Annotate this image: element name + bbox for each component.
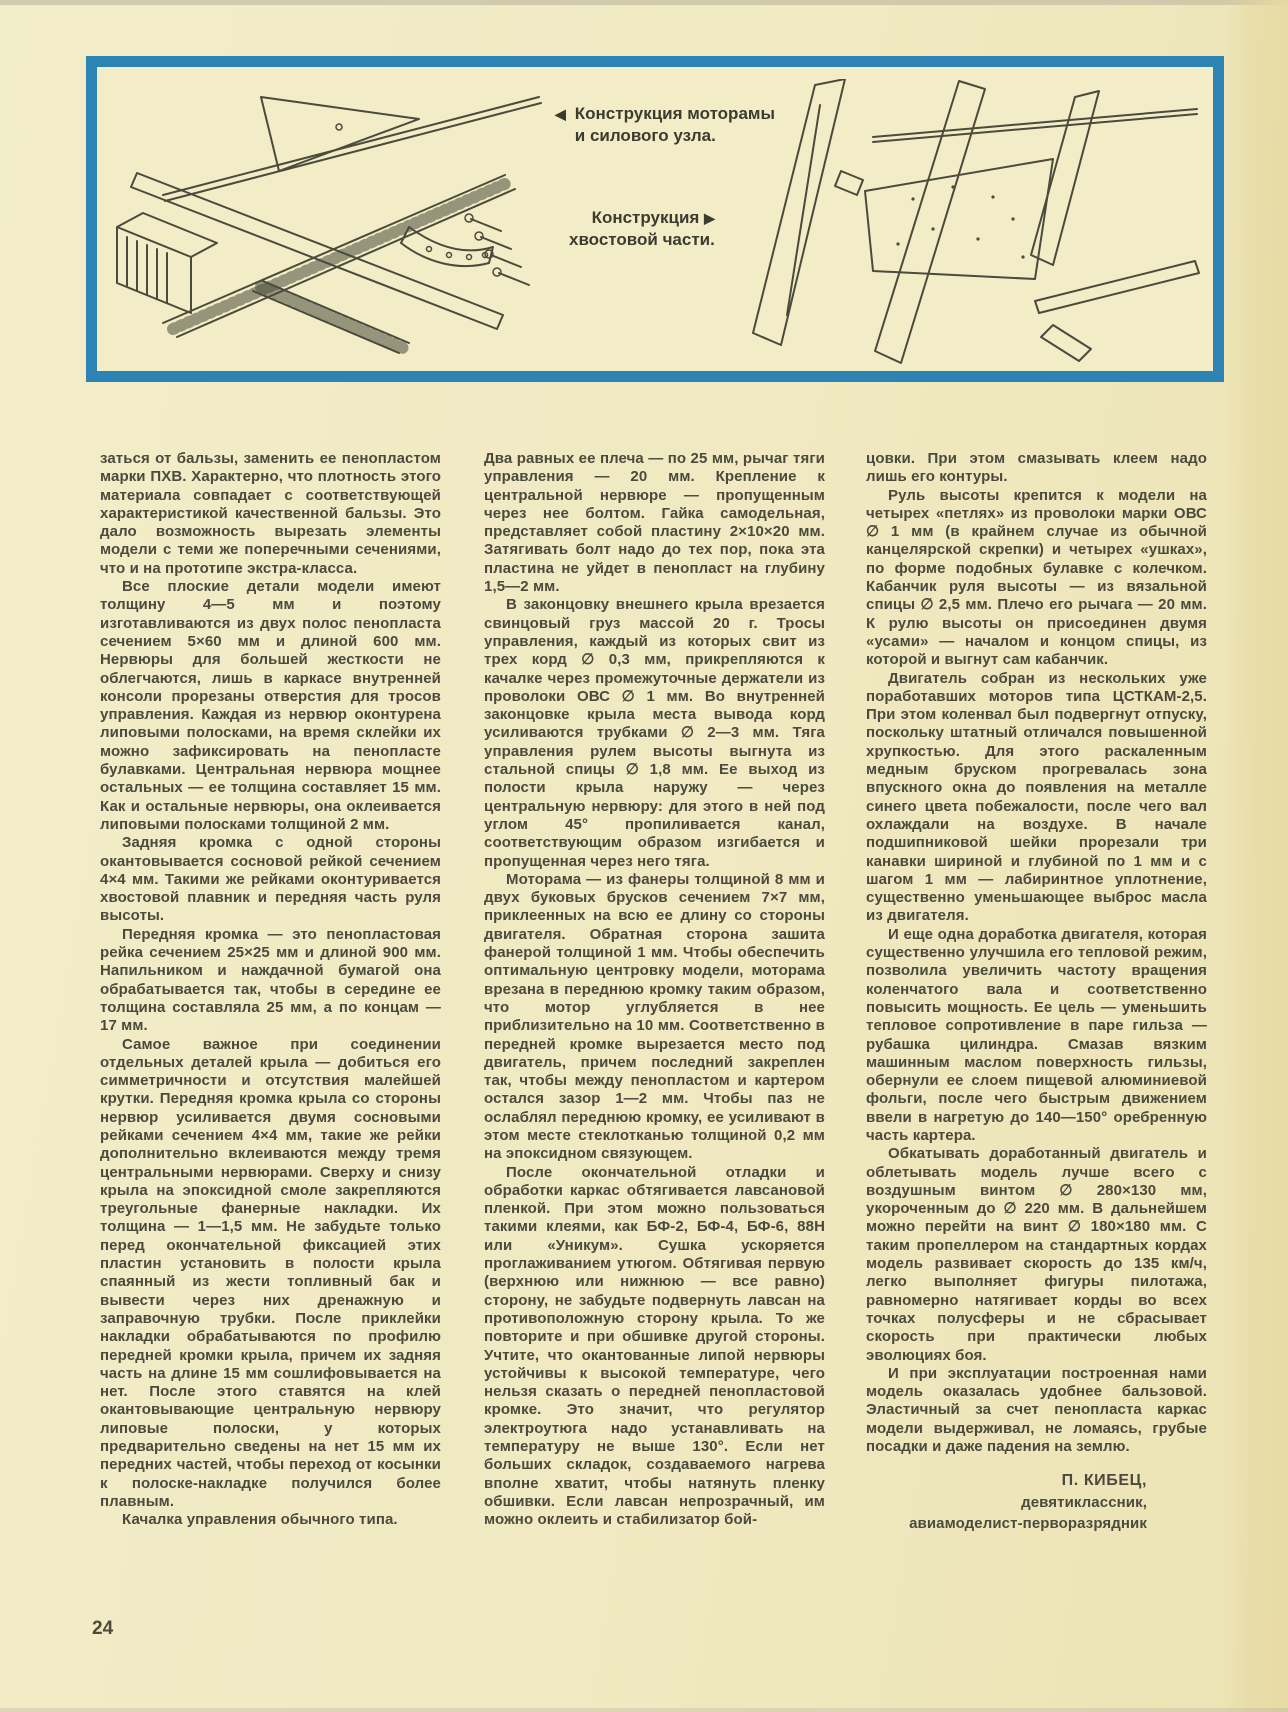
right-pointer-icon: ▶ bbox=[704, 210, 715, 226]
page-number: 24 bbox=[92, 1618, 114, 1639]
author-role: девятиклассник, bbox=[1021, 1494, 1147, 1512]
caption-tail-section bbox=[569, 207, 715, 251]
caption-motor-line2: и силового узла. bbox=[574, 126, 716, 145]
paragraph: цовки. При этом смазывать клеем надо лишь его контуры. bbox=[866, 450, 1207, 486]
paragraph: Передняя кромка — это пенопластовая рейка сечением 25×25 мм и длиной 900 мм. Напильником и наждачной бумагой она обрабатывается так, чтобы в середине ее толщина составляла 25 мм, а по концам — 17 мм. bbox=[100, 925, 441, 1035]
scan-edge-top bbox=[0, 0, 1288, 5]
caption-tail-line1: Конструкция bbox=[591, 208, 700, 227]
paragraph: Два равных ее плеча — по 25 мм, рычаг тяги управления — 20 мм. Крепление к центральной нервюре — пропущенным через нее болтом. Гайка самодельная, представляет собой пластину 2×10×20 мм. Затягивать болт надо до тех пор, пока эта пластина не уйдет в пенопласт на глубину 1,5—2 мм. bbox=[484, 450, 825, 596]
scan-edge-bottom bbox=[0, 1708, 1288, 1712]
paragraph: Обкатывать доработанный двигатель и облетывать модель лучше всего с воздушным винтом ∅ 280×130 мм, укороченным до ∅ 220 мм. В дальнейшем можно перейти на винт ∅ 180×180 мм. С таким пропеллером на стандартных кордах модель развивает скорость до 135 км/ч, легко выполняет фигуры пилотажа, равномерно натягивает корды во всех точках полусферы и не сбрасывает скорость при практически любых эволюциях боя. bbox=[866, 1145, 1207, 1364]
paragraph: После окончательной отладки и обработки каркас обтягивается лавсановой пленкой. При этом можно пользоваться такими клеями, как БФ-2, БФ-4, БФ-6, 88Н или «Уникум». Сушка ускоряется проглаживанием утюгом. Обтягивая первую (верхнюю или нижнюю — все равно) сторону, не забудьте подвернуть лавсан на противоположную сторону крыла. То же повторите и при обшивке другой стороны. Учтите, что окантованные липой нервюры устойчивы к высокой температуре, чего нельзя сказать о передней пенопластовой кромке. Это значит, что регулятор электроутюга надо устанавливать на температуру не выше 130°. Если нет больших складок, создаваемого нагрева вполне хватит, чтобы натянуть пленку обшивки. Если лавсан непрозрачный, им можно оклеить и стабилизатор бой- bbox=[484, 1163, 825, 1529]
author-title: авиамоделист-перворазрядник bbox=[909, 1515, 1147, 1533]
tail-section-drawing bbox=[723, 79, 1203, 371]
paragraph: Качалка управления обычного типа. bbox=[122, 1511, 398, 1529]
page-edge-shading bbox=[1222, 0, 1288, 1712]
author-name: П. КИБЕЦ, bbox=[1061, 1472, 1147, 1490]
paragraph: Двигатель собран из нескольких уже поработавших моторов типа ЦСТКАМ-2,5. При этом коленвал был подвергнут отпуску, поскольку штатный отличался повышенной хрупкостью. Для этого раскаленным медным бруском прогревалась зона впускного окна до появления на металле синего цвета побежалости, после чего вал охлаждали на воздухе. В начале подшипниковой шейки прорезали три канавки шириной и глубиной по 1 мм и с шагом 1 мм — лабиринтное уплотнение, существенно уменьшающее выброс масла из двигателя. bbox=[866, 669, 1207, 925]
paragraph: В законцовку внешнего крыла врезается свинцовый груз массой 20 г. Тросы управления, каждый из которых свит из трех корд ∅ 0,3 мм, прикрепляются к качалке через промежуточные держатели из проволоки ОВС ∅ 1 мм. Во внутренней законцовке крыла места вывода корд усиливаются трубками ∅ 2—3 мм. Тяга управления рулем высоты выгнута из стальной спицы ∅ 1,8 мм. Ее выход из полости крыла наружу — через центральную нервюру: для этого в ней под углом 45° пропиливается канал, соответствующим образом изгибается и пропущенная через него тяга. bbox=[484, 596, 825, 870]
paragraph: Моторама — из фанеры толщиной 8 мм и двух буковых брусков сечением 7×7 мм, приклеенных на всю ее длину со стороны двигателя. Обратная сторона зашита фанерой толщиной 1 мм. Чтобы обеспечить оптимальную центровку модели, моторама врезана в переднюю кромку таким образом, что мотор углубляется в нее приблизительно на 10 мм. Соответственно в передней кромке вырезается место под двигатель, причем последний закреплен так, чтобы между пенопластом и картером остался зазор 1—2 мм. Чтобы паз не ослаблял переднюю кромку, ее усиливают в этом месте стеклотканью толщиной 0,2 мм на эпоксидном связующем. bbox=[484, 870, 825, 1163]
caption-motor-mount bbox=[555, 103, 775, 147]
author-signature bbox=[866, 1470, 1207, 1534]
text-column-3 bbox=[866, 450, 1207, 1534]
paragraph: И при эксплуатации построенная нами модель оказалась удобнее бальзовой. Эластичный за счет пенопласта каркас модели выдерживал, не ломаясь, грубые посадки и даже падения на землю. bbox=[866, 1364, 1207, 1456]
paragraph: Задняя кромка с одной стороны окантовывается сосновой рейкой сечением 4×4 мм. Такими же рейками оконтуривается хвостовой плавник и передняя часть руля высоты. bbox=[100, 834, 441, 925]
caption-motor-line1: Конструкция моторамы bbox=[574, 104, 775, 123]
paragraph: Все плоские детали модели имеют толщину 4—5 мм и поэтому изготавливаются из двух полос пенопласта сечением 5×60 мм и длиной 600 мм. Нервюры для большей жесткости не облегчаются, лишь в каркасе внутренней консоли прорезаны отверстия для тросов управления. Каждая из нервюр оконтурена липовыми полосками, на время склейки их можно зафиксировать на пенопласте булавками. Центральная нервюра мощнее остальных — ее толщина составляет 15 мм. Как и остальные нервюры, она оклеивается липовыми полосками толщиной 2 мм. bbox=[100, 578, 441, 833]
left-pointer-icon: ◀ bbox=[555, 106, 566, 122]
paragraph: заться от бальзы, заменить ее пенопластом марки ПХВ. Характерно, что плотность этого материала совпадает с соответствующей характеристикой качественной бальзы. Это дало возможность вырезать элементы модели с теми же поперечными сечениями, что и на прототипе экстра-класса. bbox=[100, 450, 441, 577]
paragraph: Руль высоты крепится к модели на четырех «петлях» из проволоки марки ОВС ∅ 1 мм (в крайнем случае из обычной канцелярской скрепки) и четырех «ушках», по форме подобных булавке с колечком. Кабанчик руля высоты — из вязальной спицы ∅ 2,5 мм. Плечо его рычага — 20 мм. К рулю высоты он присоединен двумя «усами» — началом и концом спицы, из которой и выгнут сам кабанчик. bbox=[866, 486, 1207, 669]
illustration-frame bbox=[86, 56, 1224, 382]
motor-mount-exploded-drawing bbox=[103, 77, 553, 369]
text-column-2 bbox=[484, 450, 825, 1530]
paragraph: Самое важное при соединении отдельных деталей крыла — добиться его симметричности и отсутствия малейшей крутки. Передняя кромка крыла со стороны нервюр усиливается двумя сосновыми рейками сечением 4×4 мм, такие же рейки дополнительно вклеиваются между тремя центральными нервюрами. Сверху и снизу крыла на эпоксидной смоле закрепляются треугольные фанерные накладки. Их толщина — 1—1,5 мм. Не забудьте только перед окончательной фиксацией этих пластин установить в полости крыла спаянный из жести топливный бак и вывести через них дренажную и заправочную трубки. После приклейки накладки обрабатываются по профилю передней кромки крыла, причем их задняя часть на длине 15 мм сошлифовывается на нет. После этого ставятся на клей окантовывающие центральную нервюру липовые полоски, у которых предварительно сведены на нет 15 мм их передних частей, чтобы переход от косынки к полоске-накладке получился более плавным. bbox=[100, 1035, 441, 1510]
caption-tail-line2: хвостовой части. bbox=[569, 230, 715, 249]
text-column-1 bbox=[100, 450, 441, 1530]
paragraph: И еще одна доработка двигателя, которая существенно улучшила его тепловой режим, позволила увеличить частоту вращения коленчатого вала и соответственно повысить мощность. Ее цель — уменьшить тепловое сопротивление в паре гильза — рубашка цилиндра. Смазав вязким машинным маслом поверхность гильзы, обернули ее слоем пищевой алюминиевой фольги, после чего быстрым движением ввели в нагретую до 140—150° оребренную часть картера. bbox=[866, 925, 1207, 1144]
